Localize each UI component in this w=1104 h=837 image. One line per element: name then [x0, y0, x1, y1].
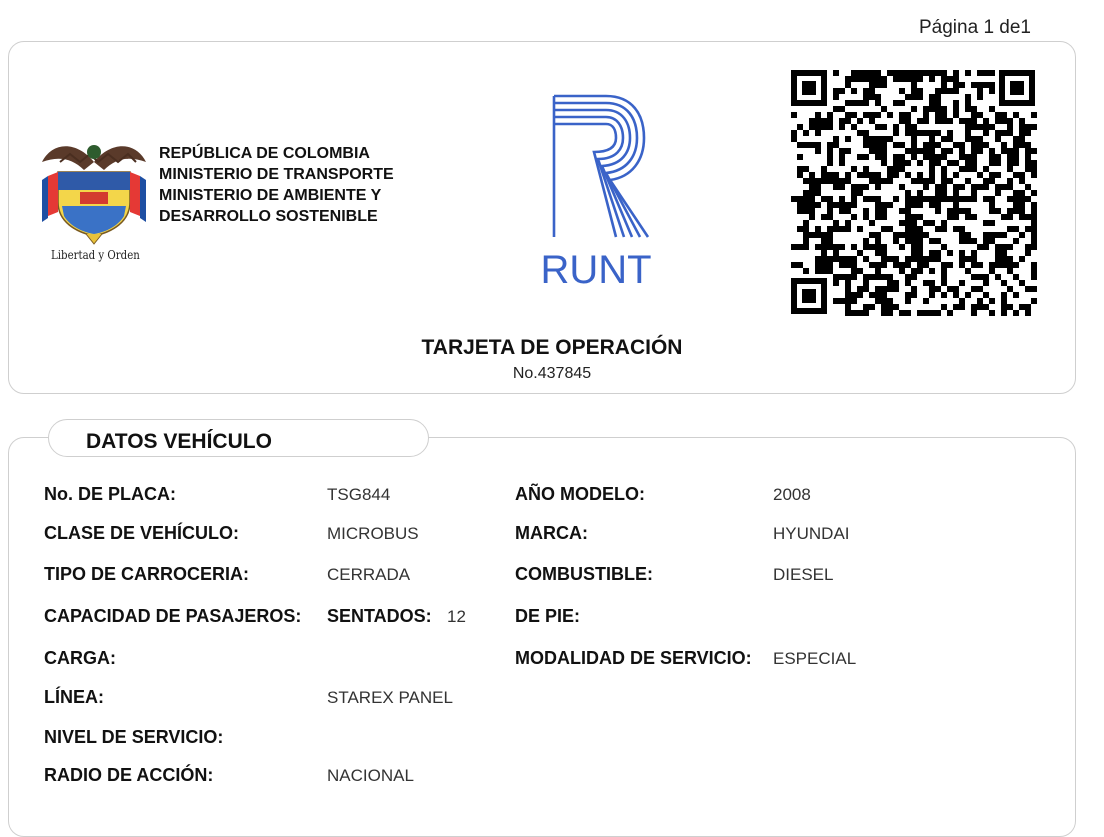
depie-label: DE PIE:: [515, 606, 581, 626]
document-number: No.437845: [512, 365, 592, 382]
linea-value: STAREX PANEL: [327, 688, 453, 707]
radio-value: NACIONAL: [327, 766, 414, 785]
gov-line-4: DESARROLLO SOSTENIBLE: [159, 208, 378, 225]
page-number: Página 1 de1: [919, 17, 1031, 38]
runt-logo: [536, 93, 656, 287]
radio-label: RADIO DE ACCIÓN:: [44, 765, 214, 785]
government-heading: [159, 143, 394, 227]
seal-motto: Libertad y Orden: [51, 248, 140, 262]
carga-label: CARGA:: [44, 648, 116, 668]
gov-line-3: MINISTERIO DE AMBIENTE Y: [159, 187, 382, 204]
gov-line-2: MINISTERIO DE TRANSPORTE: [159, 166, 394, 183]
sentados-label: SENTADOS:: [327, 606, 432, 626]
document-title: TARJETA DE OPERACIÓN: [421, 336, 683, 359]
nivel-label: NIVEL DE SERVICIO:: [44, 727, 224, 747]
marca-value: HYUNDAI: [773, 524, 850, 543]
anio-value: 2008: [773, 485, 811, 504]
clase-label: CLASE DE VEHÍCULO:: [44, 523, 240, 543]
combustible-label: COMBUSTIBLE:: [515, 564, 653, 584]
combustible-value: DIESEL: [773, 565, 834, 584]
coat-of-arms-icon: [40, 132, 148, 250]
placa-value: TSG844: [327, 485, 391, 504]
modalidad-value: ESPECIAL: [773, 649, 857, 668]
runt-wordmark: RUNT: [540, 248, 652, 287]
capacidad-label: CAPACIDAD DE PASAJEROS:: [44, 606, 302, 626]
anio-label: AÑO MODELO:: [515, 484, 645, 504]
qr-code: [789, 68, 1037, 316]
carroceria-label: TIPO DE CARROCERIA:: [44, 564, 250, 584]
modalidad-label: MODALIDAD DE SERVICIO:: [515, 648, 752, 668]
carroceria-value: CERRADA: [327, 565, 411, 584]
gov-line-1: REPÚBLICA DE COLOMBIA: [159, 145, 370, 162]
marca-label: MARCA:: [515, 523, 588, 543]
clase-value: MICROBUS: [327, 524, 419, 543]
linea-label: LÍNEA:: [44, 687, 104, 707]
placa-label: No. DE PLACA:: [44, 484, 176, 504]
section-title: DATOS VEHÍCULO: [86, 430, 272, 453]
sentados-value: 12: [447, 607, 466, 626]
